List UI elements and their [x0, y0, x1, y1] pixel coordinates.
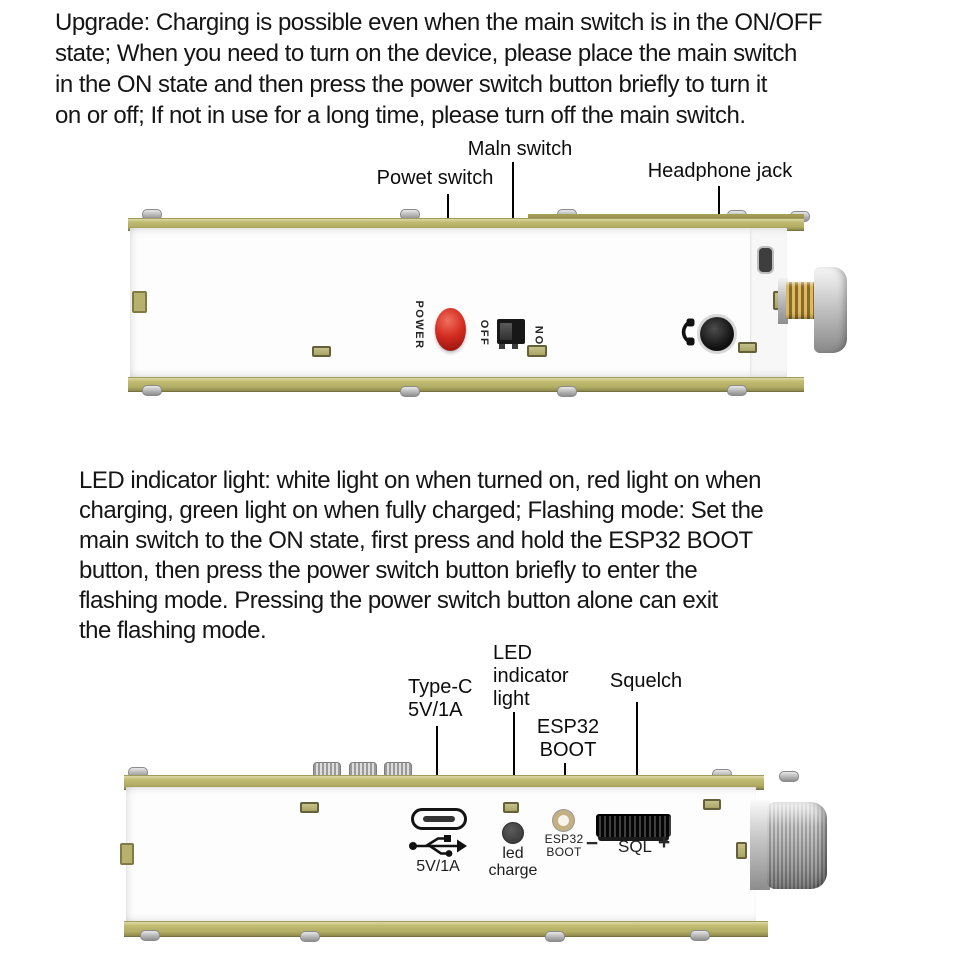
paragraph-line: charging, green light on when fully charged; Flashing mode: Set the [79, 497, 764, 524]
screw [727, 385, 747, 396]
headphone-jack-label: Headphone jack [647, 160, 793, 182]
headphone-jack [700, 317, 734, 351]
paragraph-line: button, then press the power switch button briefly to enter the [79, 557, 698, 584]
smd-component [300, 802, 319, 813]
switch-leg [499, 344, 505, 349]
screw [545, 931, 565, 942]
paragraph-line: in the ON state and then press the power switch button briefly to turn it [55, 71, 767, 98]
power-silkscreen-text: POWER [413, 300, 425, 350]
label-line: light [493, 688, 530, 710]
on-silkscreen-text: ON [534, 323, 546, 345]
switch-knob [500, 323, 512, 340]
label-line: 5V/1A [408, 699, 463, 721]
device-body [130, 228, 786, 378]
paragraph-line: main switch to the ON state, first press and hold the ESP32 BOOT [79, 527, 753, 554]
switch-leg [512, 344, 518, 349]
usb-rating-text: 5V/1A [416, 858, 460, 875]
sql-text: SQL [617, 837, 653, 856]
paragraph-line: flashing mode. Pressing the power switch button alone can exit [79, 587, 718, 614]
paragraph-line: LED indicator light: white light on when turned on, red light on when [79, 467, 761, 494]
smd-component [703, 799, 721, 810]
paragraph-line: state; When you need to turn on the device, please place the main switch [55, 40, 797, 67]
micro-usb-slot [757, 246, 774, 274]
smd-component [527, 345, 547, 357]
squelch-label: Squelch [609, 670, 683, 692]
usb-c-port [411, 808, 467, 830]
paragraph-line: Upgrade: Charging is possible even when the main switch is in the ON/OFF [55, 9, 823, 36]
screw [142, 385, 162, 396]
off-silkscreen-text: OFF [478, 319, 490, 347]
device-side-view-top [128, 205, 850, 400]
screw [779, 771, 799, 782]
main-switch-label: Maln switch [467, 138, 573, 160]
side-tab [132, 291, 147, 313]
smd-component [738, 342, 757, 353]
power-button [435, 308, 466, 351]
paragraph-line: on or off; If not in use for a long time, please turn off the main switch. [55, 102, 746, 129]
smd-component [503, 802, 519, 813]
sql-minus-sign: − [585, 832, 599, 855]
smd-component [312, 346, 331, 357]
usb-icon [408, 834, 468, 858]
pcb-edge-bottom [128, 377, 804, 392]
boot-text: BOOT [546, 845, 582, 859]
screw [557, 386, 577, 397]
led-paragraph [79, 466, 899, 646]
main-switch [497, 319, 525, 344]
led-indicator-label [493, 642, 569, 711]
headphone-icon [671, 317, 695, 347]
upgrade-paragraph [55, 7, 915, 131]
device-side-view-bottom [124, 755, 844, 947]
screw [140, 930, 160, 941]
sql-plus-sign: + [657, 831, 671, 854]
power-switch-label: Powet switch [376, 167, 494, 189]
screw [400, 386, 420, 397]
screw [690, 930, 710, 941]
label-line: Type-C [408, 676, 473, 698]
side-tab [120, 843, 134, 865]
led-text: led [502, 845, 524, 862]
esp32-text: ESP32 [544, 832, 584, 846]
smd-component [736, 842, 747, 859]
label-line: BOOT [539, 739, 597, 761]
led-charge-indicator [502, 822, 524, 844]
screw [300, 931, 320, 942]
pcb-edge-bottom [124, 921, 768, 937]
antenna-connector [814, 267, 847, 353]
label-line: LED [493, 642, 532, 664]
label-line: ESP32 [536, 716, 600, 738]
esp32-boot-button [553, 810, 574, 831]
type-c-label [408, 676, 472, 722]
usb-c-slot [423, 816, 455, 822]
label-line: indicator [493, 665, 569, 687]
charge-text: charge [488, 862, 538, 879]
volume-knob [767, 802, 827, 889]
paragraph-line: the flashing mode. [79, 617, 267, 644]
antenna-thread [786, 282, 816, 319]
